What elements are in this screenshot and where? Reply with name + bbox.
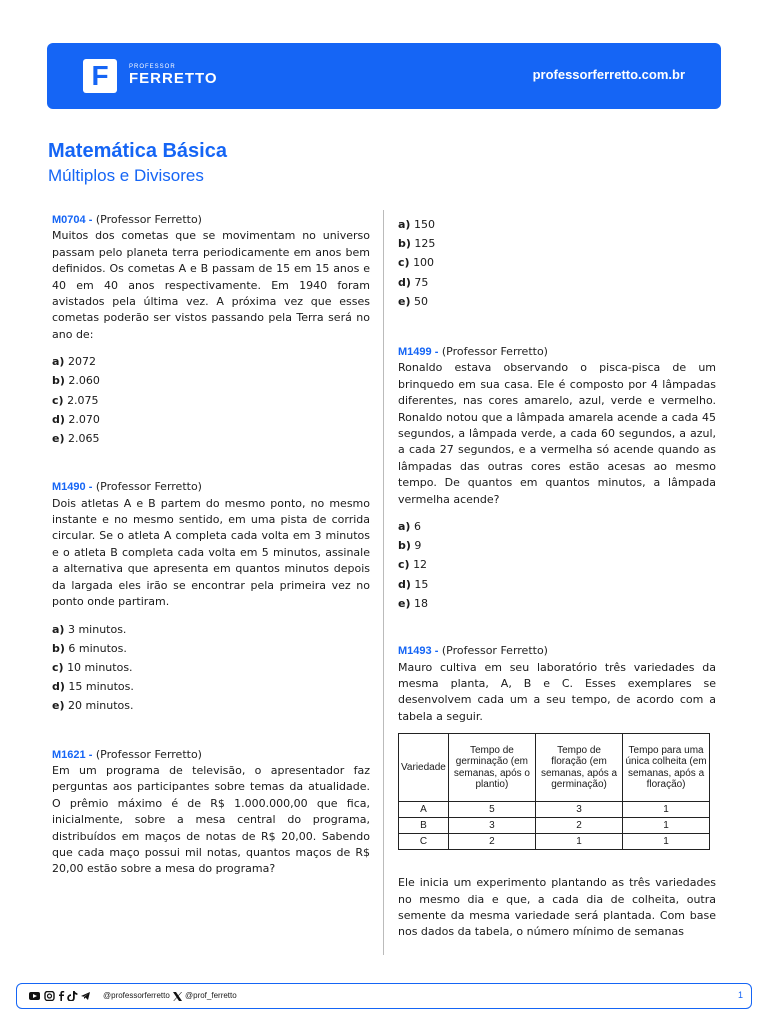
- question-author: (Professor Ferretto): [441, 644, 548, 658]
- question-code: M1490 -: [52, 481, 93, 494]
- answer-options: [398, 517, 716, 613]
- table-cell: 5: [448, 802, 535, 818]
- answer-options: [52, 352, 370, 448]
- logo-brand-text: FERRETTO: [129, 70, 218, 87]
- table-row: [399, 802, 710, 818]
- answer-options-m1621: [398, 215, 716, 311]
- question-code: M1493 -: [398, 645, 439, 658]
- question-m1493: [398, 643, 716, 941]
- column-divider: [383, 210, 384, 955]
- page-header: [47, 43, 721, 109]
- page-footer: [16, 983, 752, 1009]
- question-code: M0704 -: [52, 214, 93, 226]
- table-cell: 3: [535, 802, 622, 818]
- table-row: [399, 818, 710, 834]
- question-author: (Professor Ferretto): [441, 345, 548, 359]
- social-icons: [29, 991, 101, 1001]
- table-cell: A: [399, 802, 449, 818]
- option-b[interactable]: b) 6 minutos.: [52, 641, 127, 655]
- option-d[interactable]: d) 2.070: [52, 412, 100, 426]
- question-m1499: [398, 344, 716, 613]
- option-b[interactable]: b) 125: [398, 237, 436, 251]
- table-cell: 1: [623, 802, 710, 818]
- question-code: M1621 -: [52, 748, 93, 761]
- option-c[interactable]: c) 12: [398, 558, 428, 572]
- option-a[interactable]: a) 150: [398, 218, 435, 231]
- answer-options: [52, 620, 370, 716]
- question-m0704: [52, 212, 370, 448]
- instagram-icon: [45, 992, 54, 1001]
- question-text: Ronaldo estava observando o pisca-pisca de um brinquedo em sua casa. Ele é composto por 4 lâmpadas diferentes, nas cores amarelo, azul, verde e vermelho. Ronaldo notou que a lâmpada amarela acende a cada 45 segundos, a lâmpada verde, a cada 60 segundos, a azul, a cada 27 segundos, e a vermelha só acende quando as lâmpadas das outras cores estão acesas ao mesmo tempo. De quantos em quantos minutos, a lâmpada vermelha acende?: [398, 361, 716, 506]
- table-cell: 1: [535, 834, 622, 850]
- table-header: Tempo para uma única colheita (em semanas, após a floração): [623, 734, 710, 802]
- option-b[interactable]: b) 9: [398, 539, 422, 553]
- option-a[interactable]: a) 3 minutos.: [52, 622, 127, 636]
- table-cell: C: [399, 834, 449, 850]
- question-text: Muitos dos cometas que se movimentam no universo passam pelo planeta terra periodicamente em anos bem definidos. Os cometas A e B passam de 15 em 15 anos e 40 em 40 anos respectivamente. Em 1940 foram avistados pela última vez. A próxima vez que esses cometas poderão ser vistos passando pela Terra será no ano de:: [52, 229, 370, 341]
- question-author: (Professor Ferretto): [95, 213, 202, 226]
- table-cell: 3: [448, 818, 535, 834]
- question-author: (Professor Ferretto): [95, 747, 202, 761]
- option-e[interactable]: e) 18: [398, 596, 428, 610]
- option-c[interactable]: c) 10 minutos.: [52, 660, 133, 674]
- question-text: Em um programa de televisão, o apresentador faz perguntas aos participantes sobre temas da atualidade. O prêmio máximo é de R$ 1.000.000,00 que fica, inicialmente, sobre a mesa central do programa, distribuídos em maços de notas de R$ 20,00. Sabendo que cada maço possui mil notas, quantos maços de R$ 20,00 estão sobre a mesa do programa?: [52, 763, 370, 876]
- tiktok-icon: [67, 991, 77, 1001]
- data-table: [398, 733, 710, 850]
- option-c[interactable]: c) 100: [398, 256, 435, 270]
- table-cell: 1: [623, 818, 710, 834]
- page-number: 1: [737, 990, 743, 1000]
- option-e[interactable]: e) 2.065: [52, 432, 100, 446]
- option-a[interactable]: a) 2072: [52, 355, 96, 369]
- table-cell: 2: [535, 818, 622, 834]
- question-text: Dois atletas A e B partem do mesmo ponto, no mesmo instante e no mesmo sentido, em uma pista de corrida circular. Se o atleta A completa cada volta em 3 minutos e o atleta B completa cada volta em 5 minutos, assinale a alternativa que apresenta em quantos minutos depois da largada eles irão se encontrar pela primeira vez no ponto onde partiram.: [52, 496, 370, 609]
- table-cell: 1: [623, 834, 710, 850]
- option-e[interactable]: e) 50: [398, 294, 428, 308]
- question-code: M1499 -: [398, 346, 439, 359]
- table-header: Variedade: [399, 734, 449, 802]
- page-subtitle: Múltiplos e Divisores: [48, 166, 204, 185]
- facebook-icon: [59, 991, 64, 1001]
- option-e[interactable]: e) 20 minutos.: [52, 699, 134, 713]
- x-twitter-icon: [173, 992, 182, 1001]
- question-text-continued: Ele inicia um experimento plantando as três variedades no mesmo dia e que, a cada dia de colheita, outra semente da mesma variedade será plantada. Com base nos dados da tabela, o número mínimo de semanas: [398, 876, 716, 939]
- question-m1490: [52, 479, 370, 715]
- table-header: Tempo de germinação (em semanas, após o plantio): [448, 734, 535, 802]
- option-d[interactable]: d) 75: [398, 275, 429, 289]
- option-d[interactable]: d) 15: [398, 577, 429, 591]
- question-text: Mauro cultiva em seu laboratório três variedades da mesma planta, A, B e C. Esses exemplares se desenvolvem cada um a seu tempo, de acordo com a tabela a seguir.: [398, 660, 716, 723]
- site-link[interactable]: professorferretto.com.br: [532, 67, 685, 82]
- option-d[interactable]: d) 15 minutos.: [52, 680, 134, 694]
- page-title: Matemática Básica: [48, 140, 227, 162]
- table-cell: 2: [448, 834, 535, 850]
- right-column: [398, 215, 716, 941]
- option-b[interactable]: b) 2.060: [52, 374, 100, 388]
- table-row: [399, 834, 710, 850]
- footer-handle-1[interactable]: @professorferretto: [103, 991, 170, 1000]
- telegram-icon: [81, 992, 90, 1000]
- footer-handle-2[interactable]: @prof_ferretto: [185, 991, 237, 1000]
- left-column: [52, 212, 370, 878]
- option-a[interactable]: a) 6: [398, 520, 421, 534]
- table-cell: B: [399, 818, 449, 834]
- question-author: (Professor Ferretto): [95, 480, 202, 494]
- table-header: Tempo de floração (em semanas, após a germinação): [535, 734, 622, 802]
- question-m1621: [52, 747, 370, 878]
- logo-small-text: PROFESSOR: [129, 64, 176, 70]
- table-header-row: [399, 734, 710, 802]
- ferretto-logo-icon: F: [83, 59, 117, 93]
- option-c[interactable]: c) 2.075: [52, 393, 99, 407]
